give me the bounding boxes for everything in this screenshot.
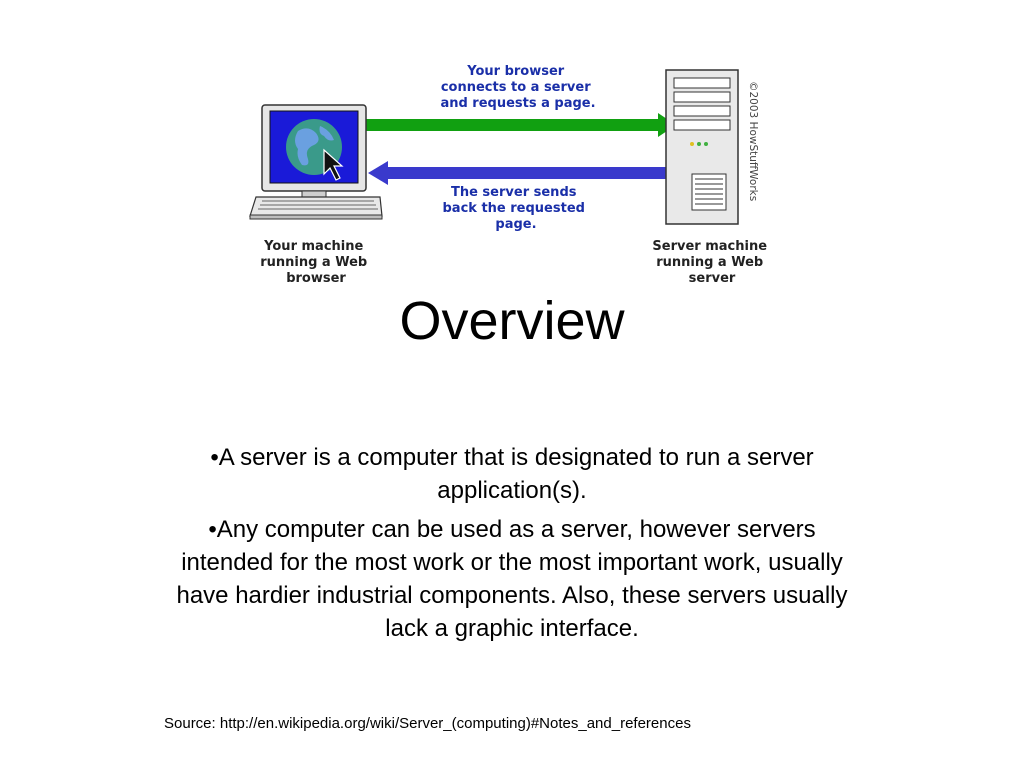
copyright-text: ©2003 HowStuffWorks <box>747 81 759 202</box>
server-label-line: running a Web <box>656 255 764 270</box>
client-label <box>260 239 372 286</box>
request-label <box>440 64 595 111</box>
client-label-line: browser <box>286 271 346 286</box>
response-label-line: page. <box>495 217 537 232</box>
server-label-line: Server machine <box>652 239 768 254</box>
client-computer-icon <box>250 105 382 219</box>
bullet-item: •A server is a computer that is designated to run a server application(s). <box>210 444 814 504</box>
request-label-line: connects to a server <box>440 80 591 95</box>
client-server-diagram <box>240 56 800 296</box>
server-label-line: server <box>688 271 736 286</box>
request-label-line: and requests a page. <box>440 96 596 111</box>
slide-title: Overview <box>399 291 625 351</box>
bullet-item: •Any computer can be used as a server, however servers intended for the most work or the most important work, usually have hardier industrial components. Also, these servers usually lack a graphic interface. <box>176 516 848 642</box>
response-label <box>443 185 590 232</box>
request-arrow <box>365 113 676 137</box>
client-label-line: Your machine <box>264 239 364 254</box>
source-citation: Source: http://en.wikipedia.org/wiki/Server_(computing)#Notes_and_references <box>164 715 691 732</box>
bullet-list <box>162 441 862 651</box>
client-label-line: running a Web <box>260 255 368 270</box>
server-tower-icon <box>666 70 738 224</box>
server-label <box>652 239 771 286</box>
request-label-line: Your browser <box>467 64 565 79</box>
response-arrow <box>368 161 670 185</box>
response-label-line: The server sends <box>450 185 577 200</box>
response-label-line: back the requested <box>442 201 585 216</box>
